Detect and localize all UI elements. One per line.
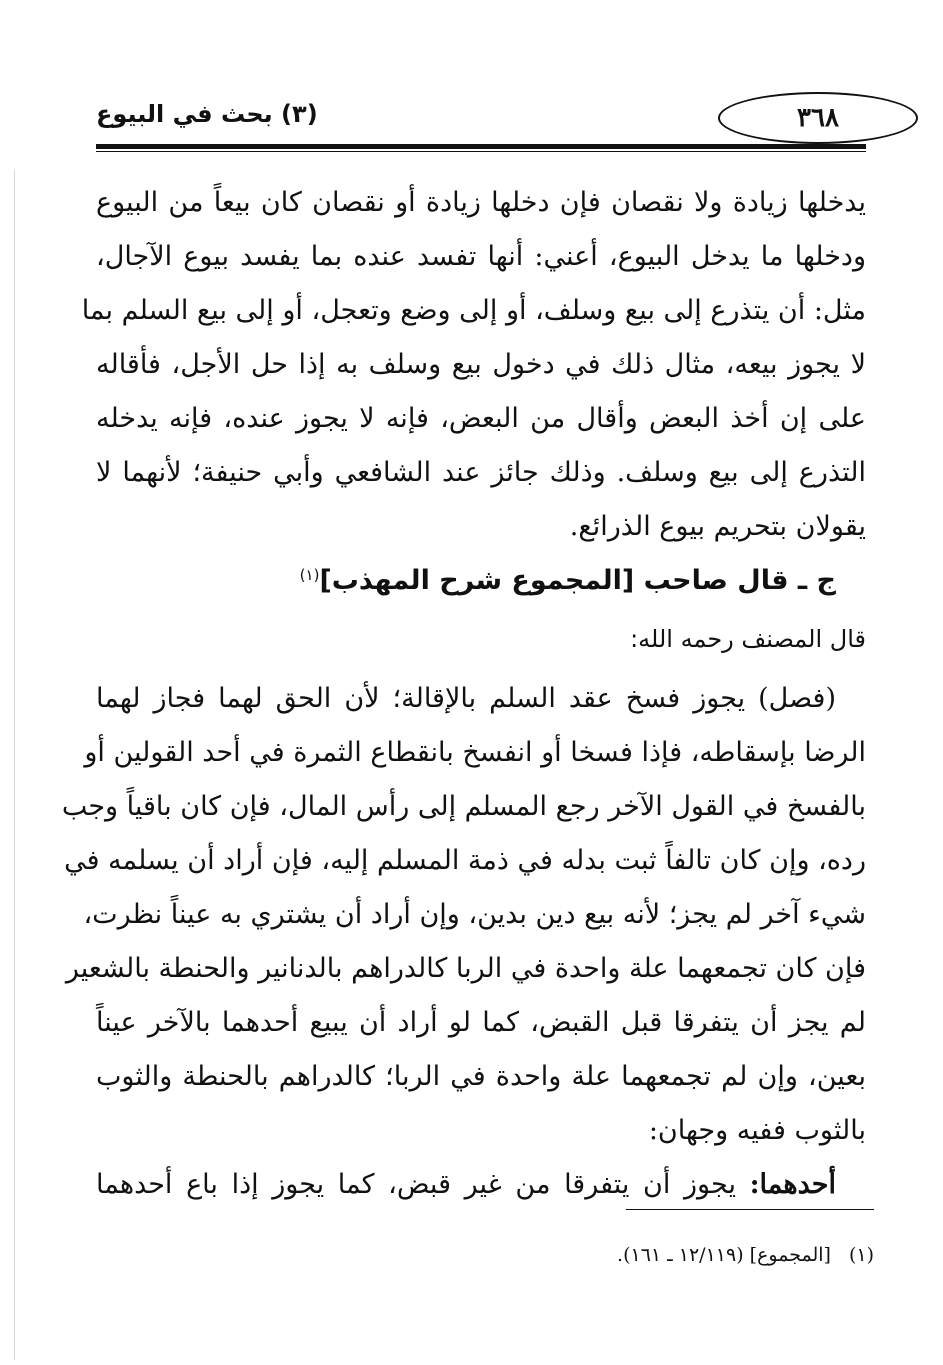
section-heading-text: ج ـ قال صاحب [المجموع شرح المهذب] bbox=[319, 565, 836, 596]
text-line: التذرع إلى بيع وسلف. وذلك جائز عند الشافعي وأبي حنيفة؛ لأنهما لا bbox=[96, 457, 866, 488]
first-opinion-label: أحدهما: bbox=[749, 1169, 836, 1200]
author-says: قال المصنف رحمه الله: bbox=[630, 625, 866, 653]
text-line: يقولان بتحريم بيوع الذرائع. bbox=[569, 511, 866, 542]
text-line: مثل: أن يتذرع إلى بيع وسلف، أو إلى وضع وتعجل، أو إلى بيع السلم بما bbox=[81, 295, 866, 326]
page-header bbox=[96, 92, 866, 152]
text-line bbox=[96, 1158, 866, 1212]
main-text bbox=[61, 176, 866, 1212]
text-line: بالثوب ففيه وجهان: bbox=[648, 1115, 866, 1146]
text-line: فإن كان تجمعهما علة واحدة في الربا كالدراهم بالدنانير والحنطة بالشعير bbox=[65, 953, 866, 984]
running-title: (٣) بحث في البيوع bbox=[96, 100, 318, 128]
header-rule-thin bbox=[96, 151, 866, 152]
footnote bbox=[560, 1244, 874, 1266]
text-line: بعين، وإن لم تجمعهما علة واحدة في الربا؛ كالدراهم بالحنطة والثوب bbox=[96, 1061, 866, 1092]
text-line: الرضا بإسقاطه، فإذا فسخا أو انفسخ بانقطاع الثمرة في أحد القولين أو bbox=[84, 737, 866, 768]
text-line: يدخلها زيادة ولا نقصان فإن دخلها زيادة أو نقصان كان بيعاً من البيوع bbox=[96, 187, 866, 218]
footnote-ref: (١) bbox=[299, 566, 320, 584]
section-heading bbox=[96, 554, 866, 612]
text-line: ودخلها ما يدخل البيوع، أعني: أنها تفسد عنده بما يفسد بيوع الآجال، bbox=[96, 241, 866, 272]
footnote-text: [المجموع] (١٢/١١٩ ـ ١٦١). bbox=[617, 1244, 831, 1266]
page-number: ٣٦٨ bbox=[718, 92, 918, 144]
text-line: بالفسخ في القول الآخر رجع المسلم إلى رأس المال، فإن كان باقياً وجب bbox=[61, 791, 866, 822]
header-rule-thick bbox=[96, 144, 866, 149]
text-line: (فصل) يجوز فسخ عقد السلم بالإقالة؛ لأن الحق لهما فجاز لهما bbox=[96, 683, 836, 714]
text-line: رده، وإن كان تالفاً ثبت بدله في ذمة المسلم إليه، فإن أراد أن يسلمه في bbox=[64, 845, 866, 876]
text-line: لا يجوز بيعه، مثال ذلك في دخول بيع وسلف به إذا حل الأجل، فأقاله bbox=[96, 349, 866, 380]
footnote-number: (١) bbox=[848, 1244, 874, 1266]
text-line: على إن أخذ البعض وأقال من البعض، فإنه لا يجوز عنده، فإنه يدخله bbox=[96, 403, 866, 434]
scan-edge-line bbox=[14, 170, 15, 1360]
text-line: لم يجز أن يتفرقا قبل القبض، كما لو أراد أن يبيع أحدهما بالآخر عيناً bbox=[96, 1007, 866, 1038]
text-line: شيء آخر لم يجز؛ لأنه بيع دين بدين، وإن أراد أن يشتري به عيناً نظرت، bbox=[83, 899, 866, 930]
footnote-separator bbox=[626, 1209, 874, 1210]
first-opinion-text: يجوز أن يتفرقا من غير قبض، كما يجوز إذا باع أحدهما bbox=[96, 1169, 750, 1200]
